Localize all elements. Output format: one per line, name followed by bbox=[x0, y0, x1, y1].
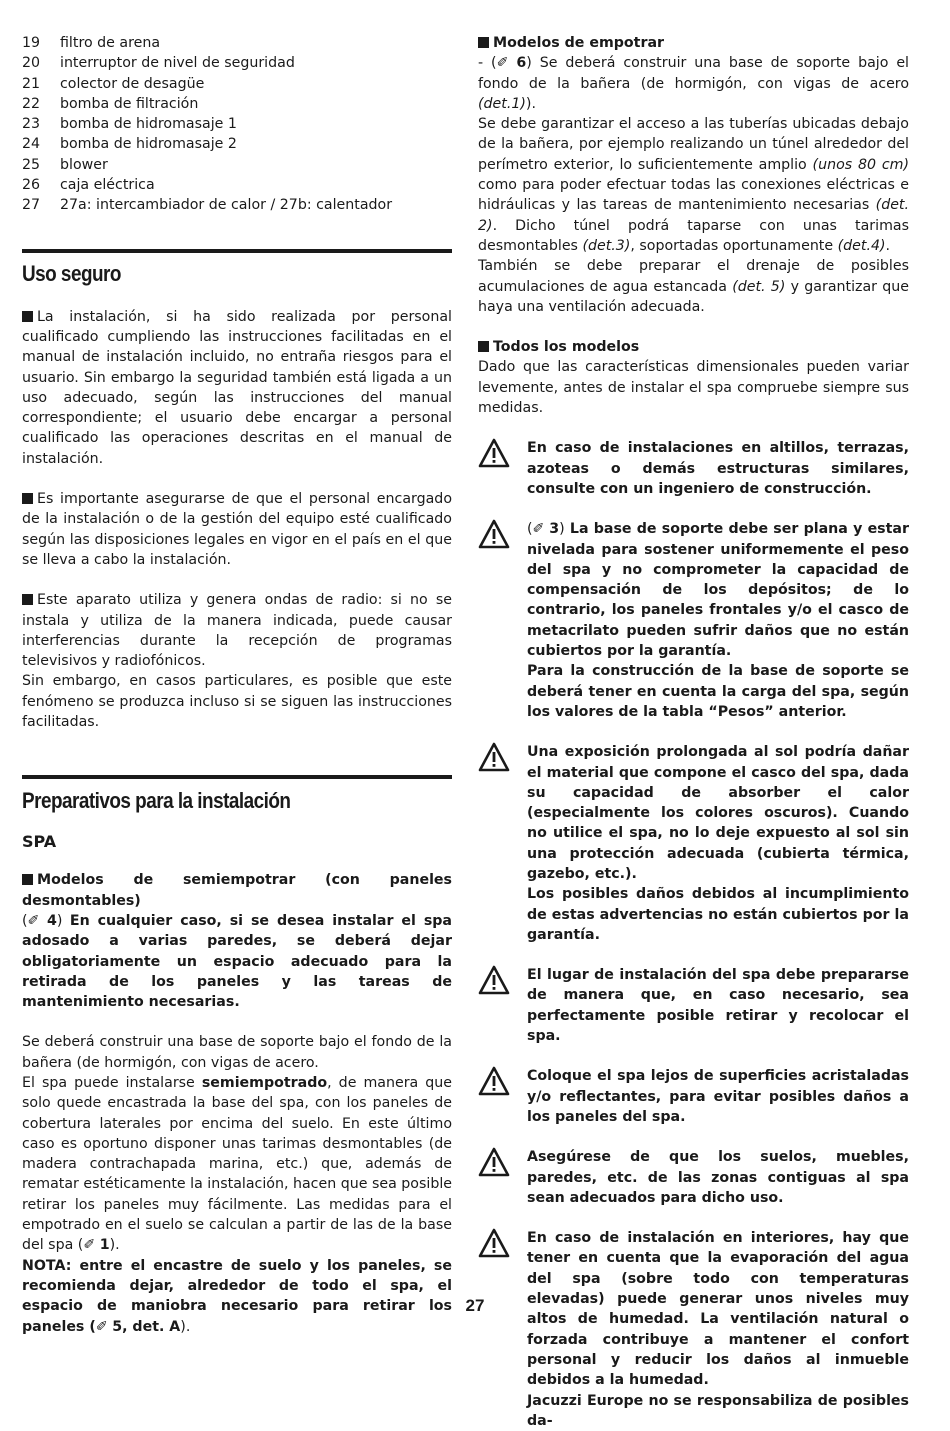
warning-text: (✐ 3) La base de soporte debe ser plana y estar nivelada para sostener uniformemente el peso del spa y no comprometer la capacidad de compensación de los depósitos; de lo contrario, los paneles frontales y/o el casco de metacrilato pueden sufrir daños que no están cubiertos por la garantía. bbox=[527, 521, 909, 660]
legend-item-text: filtro de arena bbox=[60, 35, 161, 51]
semi-models-paragraph: (✐ 4) En cualquier caso, si se desea instalar el spa adosado a varias paredes, se deberá dejar obligatoriamente un espacio adecuado para la retirada de los paneles y las tareas de mantenimiento necesarias. bbox=[22, 912, 453, 1011]
legend-list-item bbox=[22, 175, 452, 195]
legend-item-text: caja eléctrica bbox=[60, 177, 155, 194]
square-bullet-icon bbox=[478, 37, 489, 48]
right-column bbox=[478, 33, 909, 1431]
legend-item-number: 27 bbox=[22, 197, 41, 214]
warning-block bbox=[478, 965, 909, 1046]
warning-triangle-icon bbox=[478, 1066, 510, 1096]
legend-item-number: 25 bbox=[22, 156, 41, 173]
square-bullet-icon bbox=[478, 341, 489, 352]
warning-triangle-icon bbox=[478, 742, 510, 772]
left-column bbox=[22, 33, 452, 1337]
subsection-title-spa: SPA bbox=[22, 832, 57, 852]
square-bullet-icon bbox=[22, 594, 33, 605]
legend-item-number: 21 bbox=[22, 75, 41, 92]
note-paragraph: NOTA: entre el encastre de suelo y los paneles, se recomienda dejar, alrededor de todo el spa, el espacio de maniobra necesario para retirar los paneles (✐ 5, det. A). bbox=[22, 1257, 452, 1335]
legend-item-text: bomba de hidromasaje 2 bbox=[60, 136, 237, 153]
legend-list-item bbox=[22, 53, 452, 73]
legend-list-item bbox=[22, 74, 452, 94]
pencil-ref-icon: ✐ bbox=[27, 912, 40, 929]
legend-list-item bbox=[22, 134, 452, 154]
warning-text: Coloque el spa lejos de superficies acristaladas y/o reflectantes, para evitar posibles daños a los paneles del spa. bbox=[527, 1068, 909, 1125]
warning-triangle-icon bbox=[478, 1147, 510, 1177]
paragraph: La instalación, si ha sido realizada por personal cualificado cumpliendo las instrucciones facilitadas en el manual de instalación incluido, no entraña riesgos para el usuario. Sin embargo la seguridad también está ligada a un uso adecuado, según las instrucciones del manual correspondiente; el usuario debe encargar a personal cualificado las operaciones descritas en el manual de instalación. bbox=[22, 308, 452, 467]
square-bullet-icon bbox=[22, 311, 33, 322]
warning-text: Los posibles daños debidos al incumplimiento de estas advertencias no están cubiertos por la garantía. bbox=[527, 886, 909, 943]
warning-block bbox=[478, 1066, 909, 1127]
warning-block bbox=[478, 742, 909, 945]
warning-block bbox=[478, 519, 909, 722]
pencil-ref-icon: ✐ bbox=[83, 1237, 96, 1254]
warning-triangle-icon bbox=[478, 1228, 510, 1258]
warning-triangle-icon bbox=[478, 519, 510, 549]
section-title-preparativos: Preparativos para la instalación bbox=[22, 788, 291, 814]
section-title-uso-seguro: Uso seguro bbox=[22, 260, 121, 286]
warning-text: Para la construcción de la base de soporte se deberá tener en cuenta la carga del spa, según los valores de la tabla “Pesos” anterior. bbox=[527, 663, 909, 720]
legend-item-number: 26 bbox=[22, 177, 41, 194]
legend-item-text: blower bbox=[60, 156, 108, 173]
warning-text: Asegúrese de que los suelos, muebles, paredes, etc. de las zonas contiguas al spa sean adecuados para dicho uso. bbox=[527, 1149, 909, 1206]
paragraph: Dado que las características dimensionales pueden variar levemente, antes de instalar el spa compruebe siempre sus medidas. bbox=[478, 359, 909, 417]
square-bullet-icon bbox=[22, 874, 33, 885]
legend-item-number: 22 bbox=[22, 95, 41, 112]
warning-text: Una exposición prolongada al sol podría dañar el material que compone el casco del spa, dada su capacidad de absorber el calor (especialmente los colores oscuros). Cuando no utilice el spa, no lo deje expuesto al sol sin una protección adecuada (cubierta térmica, gazebo, etc.). bbox=[527, 744, 909, 882]
warning-text: Jacuzzi Europe no se responsabiliza de posibles da- bbox=[527, 1392, 909, 1429]
legend-item-number: 23 bbox=[22, 116, 41, 133]
pencil-ref-icon: ✐ bbox=[532, 521, 545, 538]
legend-item-text: bomba de filtración bbox=[60, 95, 199, 112]
legend-item-text: colector de desagüe bbox=[60, 75, 205, 92]
page-number: 27 bbox=[465, 1296, 485, 1315]
legend-list-item bbox=[22, 114, 452, 134]
warning-block bbox=[478, 1228, 909, 1431]
square-bullet-icon bbox=[22, 493, 33, 504]
todos-heading: Todos los modelos bbox=[478, 337, 909, 357]
legend-list-item bbox=[22, 33, 452, 53]
warning-triangle-icon bbox=[478, 965, 510, 995]
legend-list bbox=[22, 33, 452, 216]
paragraph: Este aparato utiliza y genera ondas de radio: si no se instala y utiliza de la manera indicada, puede causar interferencias durante la recepción de programas televisivos y radiofónicos. bbox=[22, 592, 452, 670]
legend-item-text: 27a: intercambiador de calor / 27b: calentador bbox=[60, 197, 393, 214]
paragraph: El spa puede instalarse semiempotrado, de manera que solo quede encastrada la base del spa, con los paneles de cobertura laterales por encima del suelo. En este último caso es oportuno disponer unas tarimas desmontables (de madera contrachapada marina, etc.) que, además de rematar estéticamente la instalación, hacen que sea posible retirar los paneles muy fácilmente. Las medidas para el empotrado en el suelo se calculan a partir de las de la base del spa (✐ 1). bbox=[22, 1074, 453, 1254]
legend-item-number: 24 bbox=[22, 136, 41, 153]
legend-list-item bbox=[22, 94, 452, 114]
legend-list-item bbox=[22, 155, 452, 175]
paragraph: Se debe garantizar el acceso a las tuberías ubicadas debajo de la bañera, por ejemplo realizando un túnel alrededor del perímetro exterior, lo suficientemente amplio (unos 80 cm) como para poder efectuar todas las conexiones eléctricas e hidráulicas y las tareas de mantenimiento necesarias (det. 2). Dicho túnel podrá taparse con unas tarimas desmontables (det.3), soportadas oportunamente (det.4). bbox=[478, 116, 909, 254]
warning-text: En caso de instalaciones en altillos, terrazas, azoteas o demás estructuras similares, consulte con un ingeniero de construcción. bbox=[527, 440, 909, 497]
paragraph: - (✐ 6) Se deberá construir una base de soporte bajo el fondo de la bañera (de hormigón, con vigas de acero (det.1)). bbox=[478, 55, 909, 112]
legend-item-number: 20 bbox=[22, 55, 41, 72]
paragraph: También se debe preparar el drenaje de posibles acumulaciones de agua estancada (det. 5) y garantizar que haya una ventilación adecuada. bbox=[478, 258, 909, 315]
paragraph: Sin embargo, en casos particulares, es posible que este fenómeno se produzca incluso si se siguen las instrucciones facilitadas. bbox=[22, 673, 452, 731]
warning-block bbox=[478, 1147, 909, 1208]
legend-item-text: bomba de hidromasaje 1 bbox=[60, 116, 237, 133]
paragraph: Se deberá construir una base de soporte bajo el fondo de la bañera (de hormigón, con vigas de acero. bbox=[22, 1034, 452, 1071]
warning-block bbox=[478, 438, 909, 499]
pencil-ref-icon: ✐ bbox=[496, 55, 509, 72]
semi-models-heading: Modelos de semiempotrar (con paneles desmontables) bbox=[22, 872, 452, 909]
legend-item-number: 19 bbox=[22, 35, 41, 51]
warning-triangle-icon bbox=[478, 438, 510, 468]
legend-item-text: interruptor de nivel de seguridad bbox=[60, 55, 295, 72]
empotrar-heading: Modelos de empotrar bbox=[478, 33, 909, 53]
paragraph: Es importante asegurarse de que el personal encargado de la instalación o de la gestión del equipo esté cualificado según las disposiciones legales en vigor en el país en el que se lleva a cabo la instalación. bbox=[22, 491, 452, 568]
legend-list-item bbox=[22, 195, 452, 215]
warning-text: El lugar de instalación del spa debe prepararse de manera que, en caso necesario, sea perfectamente posible retirar y recolocar el spa. bbox=[527, 967, 909, 1045]
pencil-ref-icon: ✐ bbox=[95, 1318, 108, 1335]
warning-text: En caso de instalación en interiores, hay que tener en cuenta que la evaporación del agua del spa (sobre todo con temperaturas elevadas) puede generar unos niveles muy altos de humedad. La ventilación natural o forzada contribuye a mantener el confort personal y reducir los daños al inmueble debidos a la humedad. bbox=[527, 1230, 909, 1389]
